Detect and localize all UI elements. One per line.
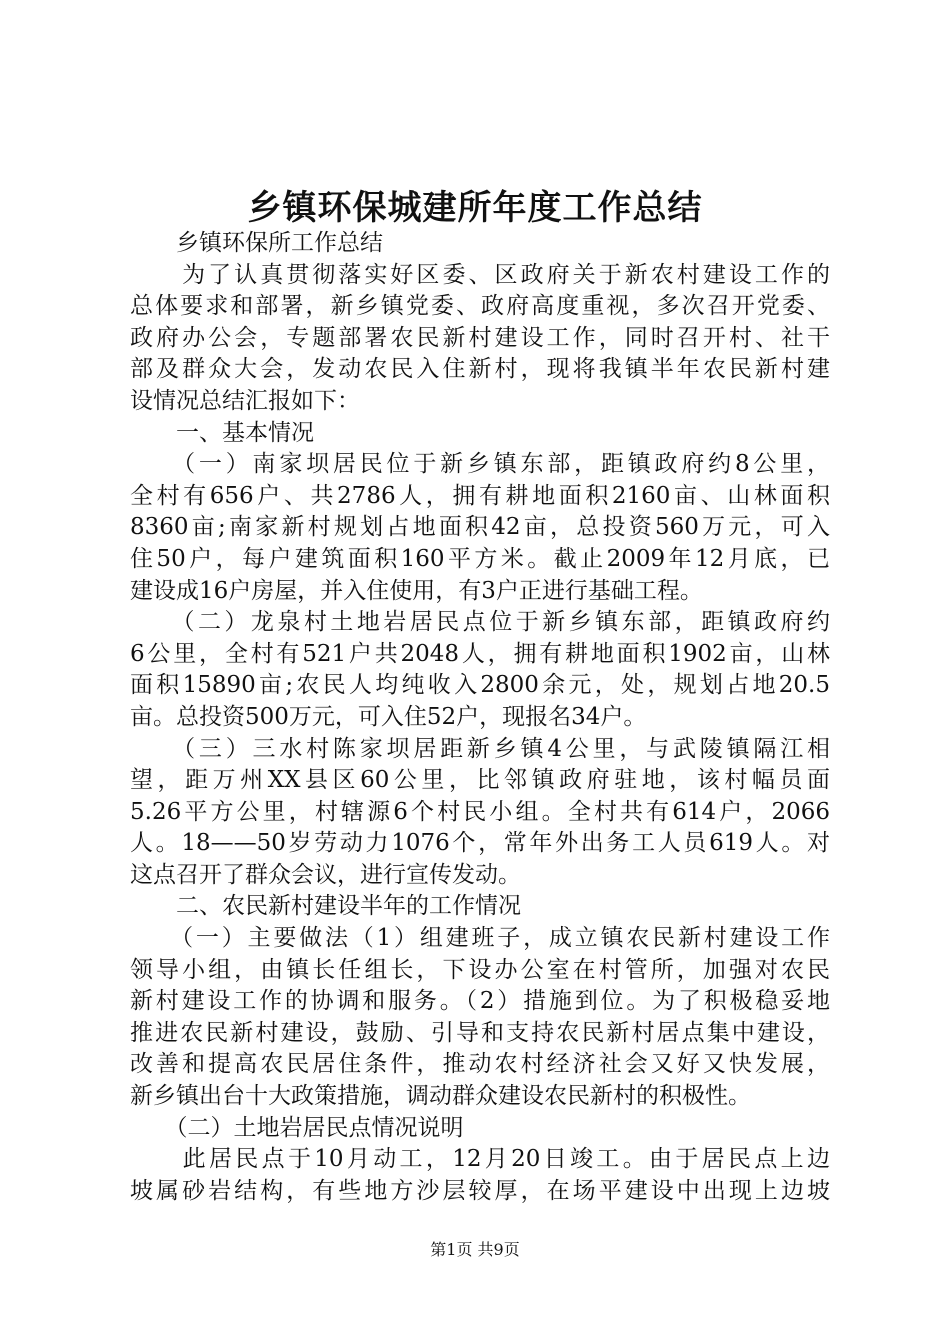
text-line: 亩。总投资500万元，可入住52户，现报名34户。 xyxy=(130,703,647,730)
text-line: 一、基本情况 xyxy=(130,419,314,446)
page-footer: 第1页 共9页 xyxy=(430,1240,520,1259)
text-line: 5.26平方公里，村辖源6个村民小组。全村共有614户，2066 xyxy=(130,798,830,825)
text-line: 乡镇环保所工作总结 xyxy=(130,230,383,256)
text-line: （一）主要做法（1）组建班子，成立镇农民新村建设工作 xyxy=(130,925,830,952)
text-line: （二）龙泉村土地岩居民点位于新乡镇东部，距镇政府约 xyxy=(130,609,830,636)
text-line: 政府办公会，专题部署农民新村建设工作，同时召开村、社干 xyxy=(130,324,830,351)
text-line: 6公里，全村有521户共2048人，拥有耕地面积1902亩，山林 xyxy=(130,640,830,667)
text-line: （一）南家坝居民位于新乡镇东部，距镇政府约8公里， xyxy=(130,451,830,478)
text-line: 全村有656户、共2786人，拥有耕地面积2160亩、山林面积 xyxy=(130,482,830,509)
page-title: 乡镇环保城建所年度工作总结 xyxy=(247,188,703,228)
text-line: 坡属砂岩结构，有些地方沙层较厚，在场平建设中出现上边坡 xyxy=(130,1177,830,1204)
text-line: （二）土地岩居民点情况说明 xyxy=(130,1114,464,1141)
text-line: 新村建设工作的协调和服务。（2）措施到位。为了积极稳妥地 xyxy=(130,988,830,1015)
text-line: 8360亩;南家新村规划占地面积42亩，总投资560万元，可入 xyxy=(130,514,830,541)
text-line: （三）三水村陈家坝居距新乡镇4公里，与武陵镇隔江相 xyxy=(130,735,830,762)
text-line: 领导小组，由镇长任组长，下设办公室在村管所，加强对农民 xyxy=(130,956,830,983)
text-line: 二、农民新村建设半年的工作情况 xyxy=(130,893,521,920)
document-body xyxy=(130,228,830,1207)
text-line: 望，距万州XX县区60公里，比邻镇政府驻地，该村幅员面 xyxy=(130,767,830,794)
text-line: 改善和提高农民居住条件，推动农村经济社会又好又快发展， xyxy=(130,1051,830,1078)
text-line: 总体要求和部署，新乡镇党委、政府高度重视，多次召开党委、 xyxy=(130,293,830,320)
text-line: 住50户，每户建筑面积160平方米。截止2009年12月底，已 xyxy=(130,545,830,572)
text-line: 这点召开了群众会议，进行宣传发动。 xyxy=(130,861,521,888)
text-line: 建设成16户房屋，并入住使用，有3户正进行基础工程。 xyxy=(130,577,703,604)
text-line: 人。18——50岁劳动力1076个，常年外出务工人员619人。对 xyxy=(130,830,830,857)
text-line: 新乡镇出台十大政策措施，调动群众建设农民新村的积极性。 xyxy=(130,1083,751,1110)
text-line: 部及群众大会，发动农民入住新村，现将我镇半年农民新村建 xyxy=(130,356,830,383)
text-line: 推进农民新村建设，鼓励、引导和支持农民新村居点集中建设， xyxy=(130,1019,830,1046)
text-line: 设情况总结汇报如下： xyxy=(130,387,360,414)
text-line: 面积15890亩;农民人均纯收入2800余元，处，规划占地20.5 xyxy=(130,672,830,699)
text-line: 为了认真贯彻落实好区委、区政府关于新农村建设工作的 xyxy=(130,261,830,288)
text-line: 此居民点于10月动工，12月20日竣工。由于居民点上边 xyxy=(130,1146,830,1173)
